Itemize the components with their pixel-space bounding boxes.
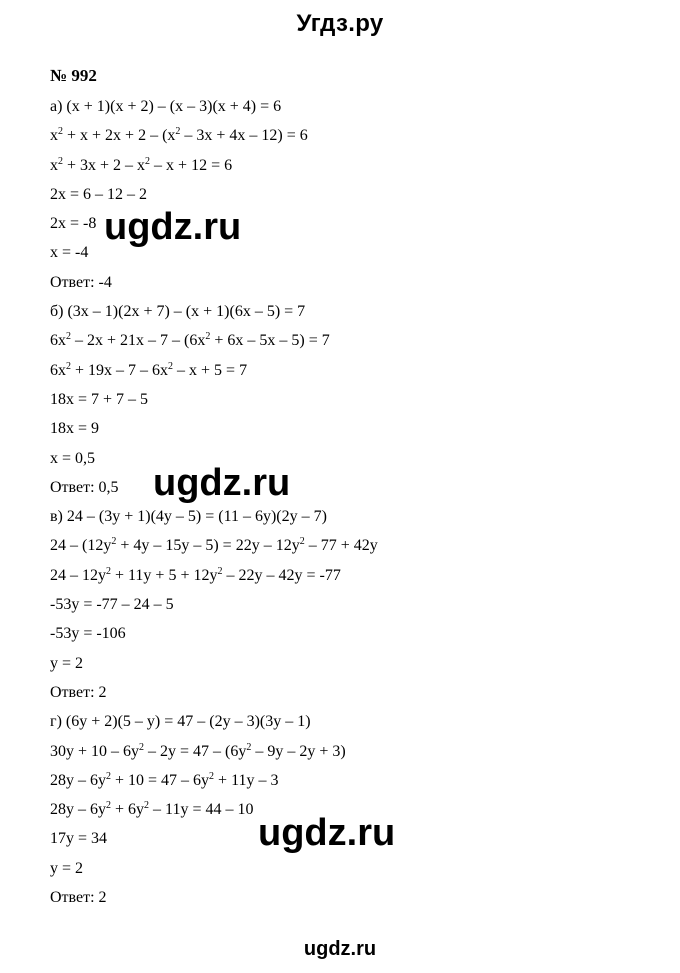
line-text: + x + 2x + 2 – (x (63, 127, 176, 145)
line-text: + 4y – 15y – 5) = 22y – 12y (116, 537, 300, 555)
line-text: x (50, 127, 58, 145)
solution-line (50, 473, 610, 502)
footer-site-link: ugdz.ru (303, 938, 377, 960)
line-text: Ответ: 0,5 (50, 478, 119, 496)
solution-line (50, 385, 610, 414)
solution-line (50, 502, 610, 531)
line-text: y = 2 (50, 654, 84, 672)
line-text: – 11y = 44 – 10 (149, 801, 254, 819)
exponent: 2 (144, 800, 150, 812)
exponent: 2 (246, 741, 252, 753)
line-text: Ответ: 2 (50, 889, 107, 907)
line-text: 18x = 9 (50, 420, 100, 438)
line-text: 28y – 6y (50, 801, 106, 819)
exponent: 2 (217, 565, 223, 577)
line-text: x = 0,5 (50, 449, 96, 467)
line-text: 24 – 12y (50, 566, 106, 584)
solution-line (50, 444, 610, 473)
line-text: y = 2 (50, 859, 84, 877)
exponent: 2 (66, 360, 71, 372)
solution-line (50, 737, 610, 766)
line-text: + 6y (111, 801, 145, 819)
line-text: -53y = -106 (50, 625, 126, 643)
solution-line (50, 297, 610, 326)
exponent: 2 (111, 536, 117, 548)
line-text: Ответ: 2 (50, 683, 107, 701)
solution-line (50, 561, 610, 590)
line-text: 18x = 7 + 7 – 5 (50, 390, 149, 408)
exponent: 2 (58, 126, 63, 138)
exponent: 2 (66, 331, 71, 343)
line-text: 17y = 34 (50, 830, 108, 848)
line-text: 28y – 6y (50, 771, 106, 789)
exponent: 2 (106, 565, 111, 577)
solution-line (50, 268, 610, 297)
line-text: 30y + 10 – 6y (50, 742, 140, 760)
solution-line (50, 854, 610, 883)
line-text: 6x (50, 332, 66, 350)
line-text: -53y = -77 – 24 – 5 (50, 596, 174, 614)
exponent: 2 (106, 800, 111, 812)
exponent: 2 (209, 770, 215, 782)
watermark: ugdz.ru (153, 462, 291, 504)
problem-number: № 992 (50, 66, 97, 85)
solution-line (50, 414, 610, 443)
solution-line (50, 92, 610, 121)
solution-line (50, 151, 610, 180)
line-text: 24 – (12y (50, 537, 112, 555)
line-text: – x + 12 = 6 (150, 156, 233, 174)
line-text: x = -4 (50, 244, 89, 262)
line-text: 6x (50, 361, 66, 379)
exponent: 2 (139, 741, 145, 753)
solution-line (50, 121, 610, 150)
site-title: Угдз.ру (296, 10, 384, 37)
exponent: 2 (175, 126, 181, 138)
line-text: + 6x – 5x – 5) = 7 (210, 332, 330, 350)
line-text: – 22y – 42y = -77 (222, 566, 341, 584)
solution-line (50, 356, 610, 385)
solution-line (50, 326, 610, 355)
line-text: а) (x + 1)(x + 2) – (x – 3)(x + 4) = 6 (50, 98, 282, 115)
exponent: 2 (58, 155, 63, 167)
line-text: 2x = -8 (50, 215, 97, 233)
solution-line (50, 649, 610, 678)
exponent: 2 (168, 360, 174, 372)
exponent: 2 (106, 770, 111, 782)
line-text: – 9y – 2y + 3) (251, 742, 346, 760)
line-text: 2x = 6 – 12 – 2 (50, 185, 148, 203)
line-text: x (50, 156, 58, 174)
solution-line (50, 883, 610, 912)
line-text: г) (6y + 2)(5 – y) = 47 – (2y – 3)(3y – 1) (50, 713, 311, 731)
line-text: + 11y – 3 (214, 771, 279, 789)
line-text: в) 24 – (3y + 1)(4y – 5) = (11 – 6y)(2y – 7) (50, 508, 327, 526)
exponent: 2 (205, 331, 211, 343)
line-text: + 11y + 5 + 12y (111, 566, 218, 584)
line-text: б) (3x – 1)(2x + 7) – (x + 1)(6x – 5) = 7 (50, 303, 306, 321)
line-text: + 3x + 2 – x (63, 156, 146, 174)
solution-line (50, 531, 610, 560)
watermark: ugdz.ru (104, 206, 242, 248)
exponent: 2 (145, 155, 151, 167)
solution-line (50, 678, 610, 707)
line-text: – 2x + 21x – 7 – (6x (71, 332, 206, 350)
solution-line (50, 766, 610, 795)
line-text: – 77 + 42y (304, 537, 378, 555)
solution-line (50, 180, 610, 209)
exponent: 2 (299, 536, 305, 548)
line-text: + 10 = 47 – 6y (111, 771, 210, 789)
line-text: – 2y = 47 – (6y (144, 742, 247, 760)
watermark: ugdz.ru (258, 812, 396, 854)
solution-line (50, 707, 610, 736)
line-text: + 19x – 7 – 6x (71, 361, 169, 379)
solution-line (50, 619, 610, 648)
line-text: – x + 5 = 7 (173, 361, 248, 379)
line-text: Ответ: -4 (50, 273, 112, 291)
line-text: – 3x + 4x – 12) = 6 (180, 127, 308, 145)
solution-line (50, 590, 610, 619)
